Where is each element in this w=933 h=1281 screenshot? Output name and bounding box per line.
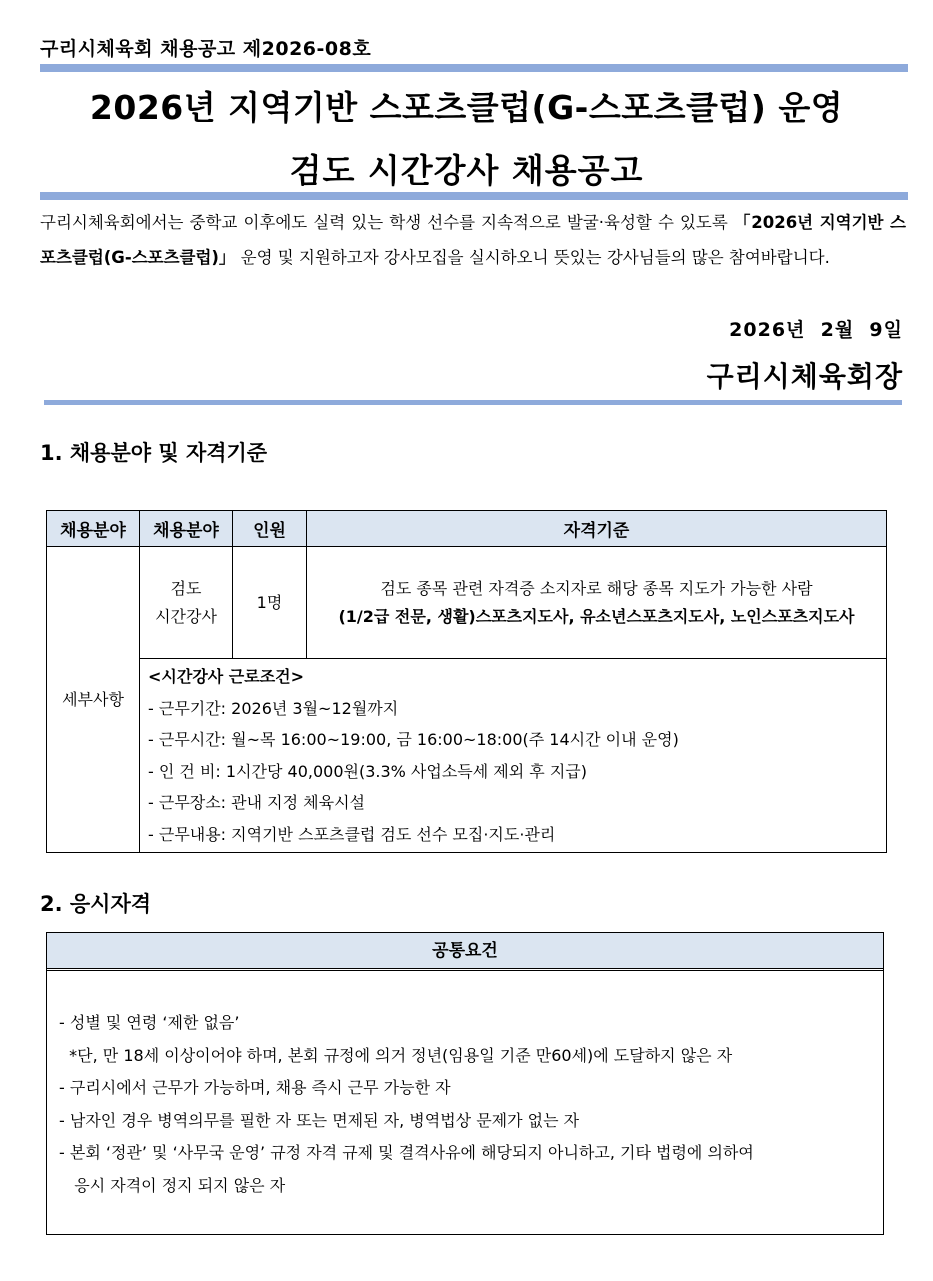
conditions-title: <시간강사 근로조건> — [148, 667, 305, 686]
signer: 구리시체육회장 — [706, 360, 903, 393]
top-divider — [40, 64, 908, 72]
requirements-box — [46, 932, 884, 1235]
headcount: 1명 — [233, 547, 307, 659]
intro-text-2: 운영 및 지원하고자 강사모집을 실시하오니 뜻있는 강사님들의 많은 참여바랍니다. — [235, 248, 830, 267]
conditions-cell — [140, 659, 887, 853]
signer-divider — [44, 400, 902, 405]
intro-program-name: 「2026년 지역기반 스포츠클럽(G-스포츠클럽)」 — [40, 213, 906, 267]
condition-pay: - 인 건 비: 1시간당 40,000원(3.3% 사업소득세 제외 후 지급) — [148, 761, 587, 781]
section1-title: 1. 채용분야 및 자격기준 — [40, 441, 268, 465]
list-item: - 본회 ‘정관’ 및 ‘사무국 운영’ 규정 자격 규제 및 결격사유에 해당되지 아니하고, 기타 법령에 의하여 — [59, 1143, 754, 1162]
table-row — [47, 547, 887, 659]
conditions-row — [47, 659, 887, 853]
page-title-line1: 2026년 지역기반 스포츠클럽(G-스포츠클럽) 운영 — [89, 88, 844, 127]
header-criteria: 자격기준 — [307, 511, 887, 547]
condition-place: - 근무장소: 관내 지정 체육시설 — [148, 793, 365, 812]
list-item: *단, 만 18세 이상이어야 하며, 본회 규정에 의거 정년(임용일 기준 만60세)에 도달하지 않은 자 — [59, 1045, 733, 1065]
job-field: 검도 시간강사 — [140, 547, 233, 659]
notice-date: 2026년 2월 9일 — [729, 319, 903, 341]
header-count: 인원 — [233, 511, 307, 547]
criteria-cell — [307, 547, 887, 659]
condition-hours: - 근무시간: 월~목 16:00~19:00, 금 16:00~18:00(주 14시간 이내 운영) — [148, 730, 679, 749]
condition-duty: - 근무내용: 지역기반 스포츠클럽 검도 선수 모집·지도·관리 — [148, 824, 556, 844]
detail-label: 세부사항 — [47, 547, 140, 853]
header-field-2: 채용분야 — [140, 511, 233, 547]
notice-number: 구리시체육회 채용공고 제2026-08호 — [40, 38, 372, 60]
requirements-header: 공통요건 — [47, 933, 883, 969]
condition-period: - 근무기간: 2026년 3월~12월까지 — [148, 698, 399, 718]
intro-text-1: 구리시체육회에서는 중학교 이후에도 실력 있는 학생 선수를 지속적으로 발굴·육성할 수 있도록 — [40, 213, 734, 232]
requirements-list — [47, 971, 883, 1202]
list-item: - 남자인 경우 병역의무를 필한 자 또는 면제된 자, 병역법상 문제가 없는 자 — [59, 1110, 580, 1130]
section2-title: 2. 응시자격 — [40, 892, 152, 916]
title-divider — [40, 192, 908, 200]
list-item: - 구리시에서 근무가 가능하며, 채용 즉시 근무 가능한 자 — [59, 1078, 451, 1097]
qualification-table — [46, 510, 887, 853]
list-item: - 성별 및 연령 ‘제한 없음’ — [59, 1013, 240, 1032]
table-header-row — [47, 511, 887, 547]
page-title-line2: 검도 시간강사 채용공고 — [289, 151, 644, 190]
intro-paragraph — [40, 205, 906, 275]
list-item: 응시 자격이 정지 되지 않은 자 — [59, 1175, 286, 1195]
criteria-line-1: 검도 종목 관련 자격증 소지자로 해당 종목 지도가 가능한 사람 — [380, 578, 813, 598]
criteria-line-2: (1/2급 전문, 생활)스포츠지도사, 유소년스포츠지도사, 노인스포츠지도사 — [338, 606, 855, 626]
header-field-1: 채용분야 — [47, 511, 140, 547]
